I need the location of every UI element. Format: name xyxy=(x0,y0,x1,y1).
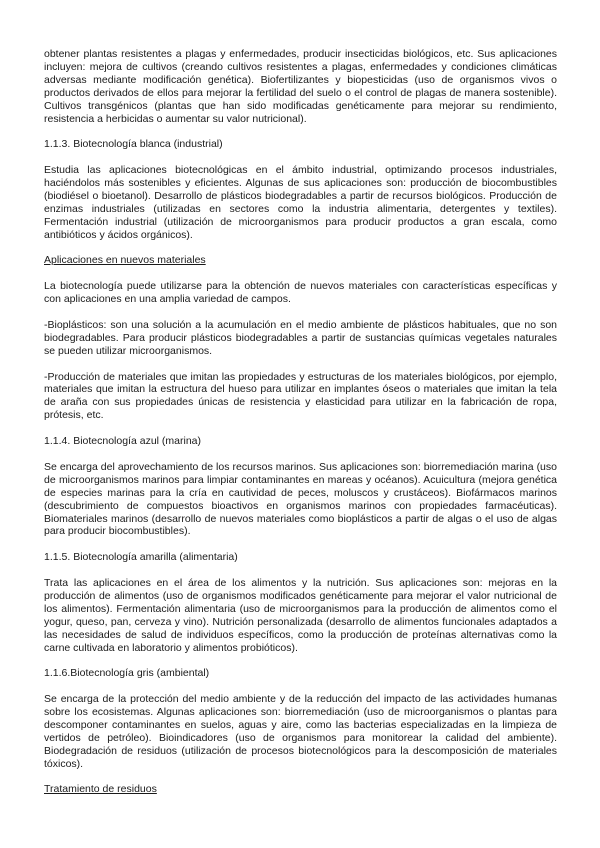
heading-biotecnologia-blanca: 1.1.3. Biotecnología blanca (industrial) xyxy=(44,138,223,151)
paragraph-materiales-intro: La biotecnología puede utilizarse para la obtención de nuevos materiales con características específicas y con aplicaciones en una amplia variedad de campos. xyxy=(44,280,557,306)
heading-biotecnologia-amarilla: 1.1.5. Biotecnología amarilla (alimentaria) xyxy=(44,551,238,564)
heading-tratamiento-residuos: Tratamiento de residuos xyxy=(44,783,157,796)
paragraph-blanca: Estudia las aplicaciones biotecnológicas en el ámbito industrial, optimizando procesos industriales, haciéndolos más sostenibles y eficientes. Algunas de sus aplicaciones son: producción de biocombustibles (biodiésel o bioetanol). Desarrollo de plásticos biodegradables a partir de recursos biológicos. Producción de enzimas industriales (utilizadas en sectores como la industria alimentaria, detergentes y textiles). Fermentación industrial (utilización de microorganismos para producir productos a gran escala, como antibióticos y ácidos orgánicos). xyxy=(44,164,557,241)
paragraph-gris: Se encarga de la protección del medio ambiente y de la reducción del impacto de las actividades humanas sobre los ecosistemas. Algunas aplicaciones son: biorremediación (uso de microorganismos o plantas para descomponer contaminantes en suelos, aguas y aire, como las bacterias especializadas en la limpieza de vertidos de petróleo). Bioindicadores (uso de organismos para monitorear la calidad del ambiente). Biodegradación de residuos (utilización de procesos biotecnológicos para la descomposición de materiales tóxicos). xyxy=(44,693,557,770)
paragraph-azul: Se encarga del aprovechamiento de los recursos marinos. Sus aplicaciones son: biorremediación marina (uso de microorganismos marinos para limpiar contaminantes en mareas y océanos). Acuicultura (mejora genética de especies marinas para la cría en cautividad de peces, moluscos y crustáceos). Biofármacos marinos (descubrimiento de compuestos bioactivos en organismos marinos con propiedades farmacéuticas). Biomateriales marinos (desarrollo de nuevos materiales como bioplásticos a partir de algas o el uso de algas para producir biocombustibles). xyxy=(44,460,557,538)
paragraph-bioplasticos: -Bioplásticos: son una solución a la acumulación en el medio ambiente de plásticos habituales, que no son biodegradables. Para producir plásticos biodegradables a partir de sustancias químicas vegetales naturales se pueden utilizar microorganismos. xyxy=(44,318,557,357)
heading-biotecnologia-azul: 1.1.4. Biotecnología azul (marina) xyxy=(44,435,202,448)
paragraph-verde-continuation: obtener plantas resistentes a plagas y enfermedades, producir insecticidas biológicos, etc. Sus aplicaciones incluyen: mejora de cultivos (creando cultivos resistentes a plagas, enfermedades y condiciones climáticas adversas mediante modificación genética). Biofertilizantes y biopesticidas (uso de organismos vivos o productos derivados de ellos para mejorar la fertilidad del suelo o el control de plagas de manera sostenible). Cultivos transgénicos (plantas que han sido modificadas genéticamente para mejorar su rendimiento, resistencia a herbicidas o aumentar su valor nutricional). xyxy=(44,48,557,125)
paragraph-materiales-biomimeticos: -Producción de materiales que imitan las propiedades y estructuras de los materiales biológicos, por ejemplo, materiales que imitan la estructura del hueso para utilizar en implantes óseos o materiales que imitan la tela de araña con sus propiedades únicas de resistencia y elasticidad para utilizar en la fabricación de ropa, prótesis, etc. xyxy=(44,370,557,422)
heading-biotecnologia-gris: 1.1.6.Biotecnología gris (ambiental) xyxy=(44,667,210,680)
heading-nuevos-materiales: Aplicaciones en nuevos materiales xyxy=(44,254,206,267)
paragraph-amarilla: Trata las aplicaciones en el área de los alimentos y la nutrición. Sus aplicaciones son: mejoras en la producción de alimentos (uso de organismos modificados genéticamente para mejorar el valor nutricional de los alimentos). Fermentación alimentaria (uso de microorganismos para la producción de alimentos como el yogur, queso, pan, cerveza y vino). Nutrición personalizada (desarrollo de alimentos funcionales adaptados a las necesidades de salud de individuos específicos, como la producción de proteínas alternativas como la carne cultivada en laboratorio y alimentos probióticos). xyxy=(44,577,557,654)
